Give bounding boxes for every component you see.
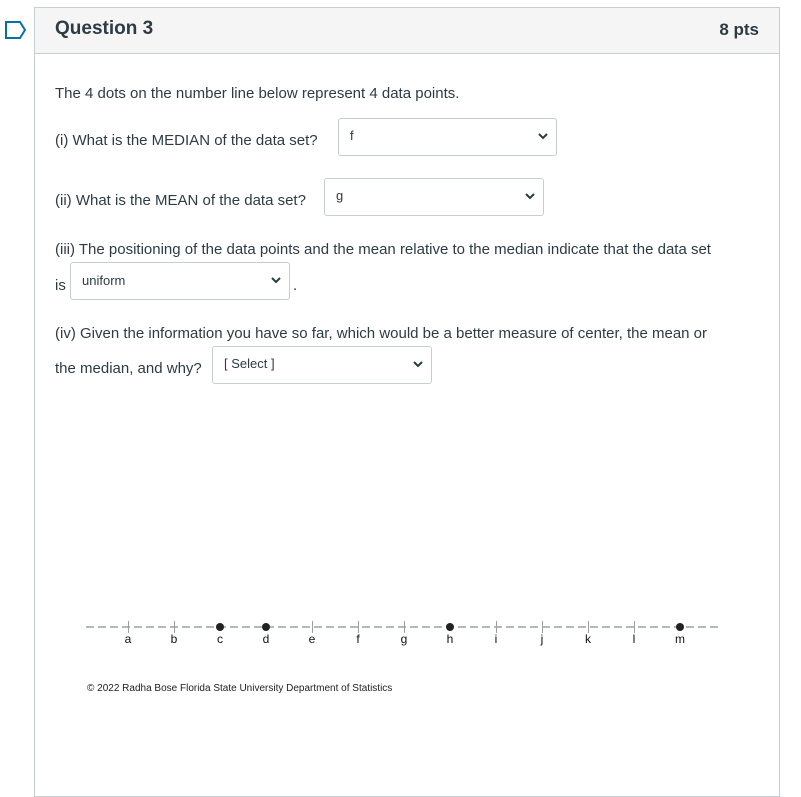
- data-point-dot: [676, 623, 684, 631]
- number-line-label: b: [170, 632, 178, 646]
- number-line-label: g: [400, 632, 408, 646]
- shape-question-suffix: .: [293, 277, 298, 294]
- number-line-label: h: [446, 632, 454, 646]
- chevron-down-icon: [413, 361, 423, 368]
- data-point-dot: [216, 623, 224, 631]
- number-line-label: d: [262, 632, 270, 646]
- number-line-label: e: [308, 632, 316, 646]
- data-point-dot: [262, 623, 270, 631]
- center-select-value: [ Select ]: [224, 356, 275, 371]
- chevron-down-icon: [538, 133, 548, 140]
- number-line-label: k: [585, 632, 591, 646]
- number-line-label: a: [124, 632, 132, 646]
- copyright-text: © 2022 Radha Bose Florida State University Department of Statistics: [87, 683, 393, 694]
- shape-question-label: (iii) The positioning of the data points and the mean relative to the median indicate that the data set: [55, 241, 711, 258]
- shape-question-prefix: is: [55, 277, 66, 294]
- median-select[interactable]: [338, 118, 557, 156]
- question-intro: The 4 dots on the number line below represent 4 data points.: [55, 85, 460, 102]
- mean-question-label: (ii) What is the MEAN of the data set?: [55, 192, 306, 209]
- chevron-down-icon: [525, 193, 535, 200]
- flag-question-icon[interactable]: [4, 20, 28, 40]
- number-line-label: c: [217, 632, 223, 646]
- median-question-label: (i) What is the MEDIAN of the data set?: [55, 132, 318, 149]
- number-line-label: j: [540, 632, 544, 646]
- chevron-down-icon: [271, 277, 281, 284]
- number-line-label: m: [675, 632, 685, 646]
- number-line-label: l: [632, 632, 636, 646]
- center-question-label: (iv) Given the information you have so far, which would be a better measure of center, the mean or: [55, 325, 708, 342]
- center-select[interactable]: [212, 346, 432, 384]
- number-line-label: i: [494, 632, 498, 646]
- mean-select-value: g: [336, 188, 344, 203]
- mean-select[interactable]: [324, 178, 544, 216]
- median-select-value: f: [350, 128, 354, 143]
- shape-select-value: uniform: [82, 273, 126, 288]
- question-header: [35, 8, 779, 54]
- center-question-label-2: the median, and why?: [55, 360, 202, 377]
- number-line-label: f: [356, 632, 360, 646]
- question-points: 8 pts: [719, 20, 759, 39]
- question-title: Question 3: [55, 18, 154, 39]
- shape-select[interactable]: [70, 262, 290, 300]
- data-point-dot: [446, 623, 454, 631]
